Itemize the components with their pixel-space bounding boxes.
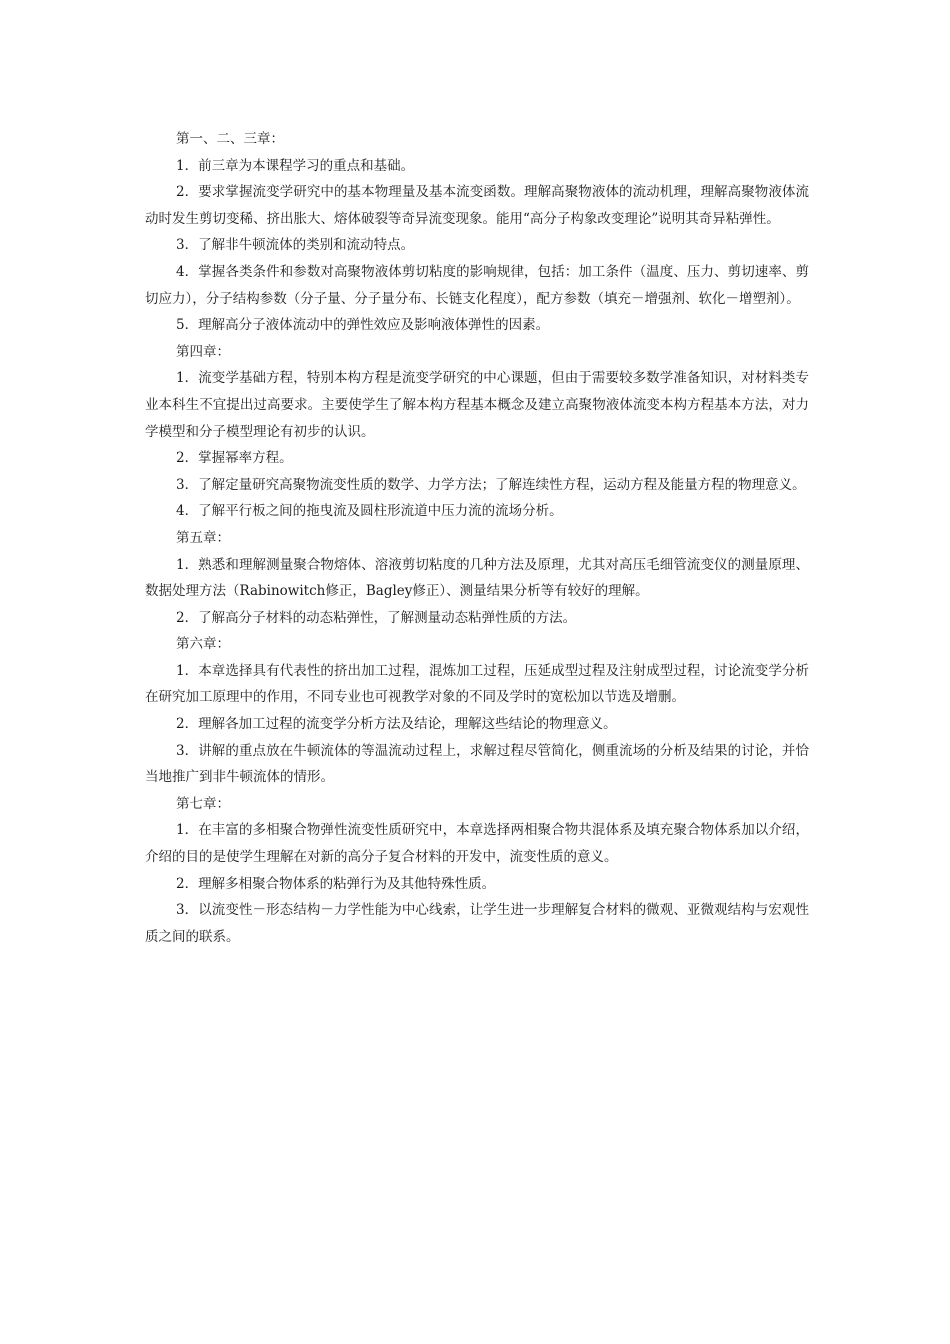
chapter-heading-5: 第五章： bbox=[176, 529, 230, 546]
chapter-heading-6: 第六章： bbox=[176, 636, 230, 653]
chapter-heading-1-3: 第一、二、三章： bbox=[176, 131, 284, 147]
paragraph: 1．本章选择具有代表性的挤出加工过程，混炼加工过程，压延成型过程及注射成型过程，讨论流变学分析在研究加工原理中的作用，不同专业也可视教学对象的不同及学时的宽松加以节选及增删。 bbox=[145, 662, 809, 706]
paragraph: 3．以流变性－形态结构－力学性能为中心线索，让学生进一步理解复合材料的微观、亚微观结构与宏观性质之间的联系。 bbox=[145, 902, 809, 945]
paragraph: 4．了解平行板之间的拖曳流及圆柱形流道中压力流的流场分析。 bbox=[176, 503, 563, 520]
paragraph: 2．掌握幂率方程。 bbox=[176, 450, 293, 467]
paragraph: 2．要求掌握流变学研究中的基本物理量及基本流变函数。理解高聚物液体的流动机理，理解高聚物液体流动时发生剪切变稀、挤出胀大、熔体破裂等奇异流变现象。能用“高分子构象改变理论”说明其奇异粘弹性。 bbox=[145, 184, 809, 227]
paragraph: 2．了解高分子材料的动态粘弹性，了解测量动态粘弹性质的方法。 bbox=[176, 609, 577, 626]
chapter-heading-4: 第四章： bbox=[176, 343, 230, 360]
paragraph: 3．了解非牛顿流体的类别和流动特点。 bbox=[176, 237, 415, 254]
paragraph: 2．理解各加工过程的流变学分析方法及结论，理解这些结论的物理意义。 bbox=[176, 716, 617, 733]
paragraph: 1．流变学基础方程，特别本构方程是流变学研究的中心课题，但由于需要较多数学准备知识，对材料类专业本科生不宜提出过高要求。主要使学生了解本构方程基本概念及建立高聚物液体流变本构方程基本方法，对力学模型和分子模型理论有初步的认识。 bbox=[145, 370, 809, 440]
paragraph: 5．理解高分子液体流动中的弹性效应及影响液体弹性的因素。 bbox=[176, 317, 550, 334]
paragraph: 1．前三章为本课程学习的重点和基础。 bbox=[176, 157, 415, 174]
paragraph: 1．在丰富的多相聚合物弹性流变性质研究中，本章选择两相聚合物共混体系及填充聚合物体系加以介绍，介绍的目的是使学生理解在对新的高分子复合材料的开发中，流变性质的意义。 bbox=[145, 822, 809, 866]
paragraph: 1．熟悉和理解测量聚合物熔体、溶液剪切粘度的几种方法及原理，尤其对高压毛细管流变仪的测量原理、数据处理方法（Rabinowitch修正，Bagley修正）、测量结果分析等有较好的理解。 bbox=[145, 556, 809, 600]
paragraph: 2．理解多相聚合物体系的粘弹行为及其他特殊性质。 bbox=[176, 875, 496, 892]
paragraph: 4．掌握各类条件和参数对高聚物液体剪切粘度的影响规律，包括：加工条件（温度、压力、剪切速率、剪切应力），分子结构参数（分子量、分子量分布、长链支化程度），配方参数（填充－增强剂、软化－增塑剂）。 bbox=[145, 263, 809, 307]
document-body bbox=[145, 126, 809, 950]
paragraph: 3．了解定量研究高聚物流变性质的数学、力学方法；了解连续性方程，运动方程及能量方程的物理意义。 bbox=[176, 476, 806, 493]
paragraph: 3．讲解的重点放在牛顿流体的等温流动过程上，求解过程尽管简化，侧重流场的分析及结果的讨论，并恰当地推广到非牛顿流体的情形。 bbox=[145, 742, 809, 786]
chapter-heading-7: 第七章： bbox=[176, 795, 230, 812]
